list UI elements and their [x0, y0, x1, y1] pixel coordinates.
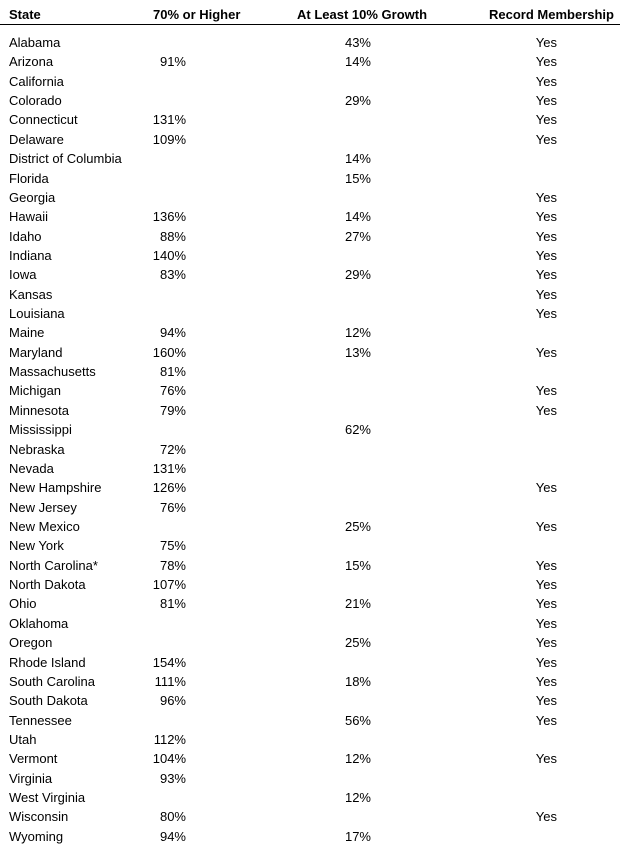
record-membership-cell: Yes — [535, 577, 557, 593]
state-cell: Massachusetts — [9, 364, 96, 380]
state-cell: South Dakota — [9, 693, 88, 709]
state-cell: Kansas — [9, 286, 53, 302]
growth-cell: 18% — [344, 673, 371, 689]
record-membership-cell: Yes — [535, 286, 557, 302]
table-row — [0, 344, 620, 363]
state-cell: Hawaii — [9, 209, 49, 225]
state-cell: North Carolina* — [9, 557, 98, 573]
table-row — [0, 189, 620, 208]
state-cell: Louisiana — [9, 306, 65, 322]
table-row — [0, 654, 620, 673]
table-row — [0, 208, 620, 227]
table-row — [0, 634, 620, 653]
table-row — [0, 92, 620, 111]
seventy-or-higher-cell: 76% — [159, 499, 186, 515]
table-row — [0, 170, 620, 189]
table-row — [0, 73, 620, 92]
state-cell: Michigan — [9, 383, 62, 399]
record-membership-cell: Yes — [535, 189, 557, 205]
growth-cell: 15% — [344, 170, 371, 186]
growth-cell: 14% — [344, 151, 371, 167]
table-row — [0, 460, 620, 479]
table-row — [0, 499, 620, 518]
seventy-or-higher-cell: 136% — [152, 209, 186, 225]
state-cell: District of Columbia — [9, 151, 122, 167]
header-state: State — [9, 7, 41, 22]
record-membership-cell: Yes — [535, 73, 557, 89]
seventy-or-higher-cell: 131% — [152, 460, 186, 476]
state-cell: Oklahoma — [9, 615, 69, 631]
state-cell: New York — [9, 538, 64, 554]
seventy-or-higher-cell: 160% — [152, 344, 186, 360]
table-row — [0, 402, 620, 421]
table-row — [0, 595, 620, 614]
growth-cell: 56% — [344, 712, 371, 728]
growth-cell: 15% — [344, 557, 371, 573]
record-membership-cell: Yes — [535, 209, 557, 225]
state-cell: Nebraska — [9, 441, 65, 457]
seventy-or-higher-cell: 154% — [152, 654, 186, 670]
table-row — [0, 363, 620, 382]
seventy-or-higher-cell: 81% — [159, 364, 186, 380]
record-membership-cell: Yes — [535, 654, 557, 670]
table-row — [0, 712, 620, 731]
seventy-or-higher-cell: 109% — [152, 131, 186, 147]
growth-cell: 62% — [344, 422, 371, 438]
state-cell: Wyoming — [9, 828, 64, 844]
table-row — [0, 382, 620, 401]
seventy-or-higher-cell: 76% — [159, 383, 186, 399]
header-seventy-or-higher: 70% or Higher — [153, 7, 241, 22]
record-membership-cell: Yes — [535, 557, 557, 573]
growth-cell: 12% — [344, 790, 371, 806]
growth-cell: 25% — [344, 518, 371, 534]
seventy-or-higher-cell: 88% — [159, 228, 186, 244]
state-cell: Oregon — [9, 635, 53, 651]
record-membership-cell: Yes — [535, 751, 557, 767]
state-cell: Virginia — [9, 770, 53, 786]
state-cell: Ohio — [9, 596, 37, 612]
seventy-or-higher-cell: 111% — [154, 673, 186, 689]
record-membership-cell: Yes — [535, 635, 557, 651]
seventy-or-higher-cell: 126% — [152, 480, 186, 496]
state-cell: Delaware — [9, 131, 64, 147]
table-header — [0, 6, 620, 24]
state-cell: Georgia — [9, 189, 56, 205]
table-row — [0, 789, 620, 808]
seventy-or-higher-cell: 96% — [159, 693, 186, 709]
state-cell: California — [9, 73, 64, 89]
record-membership-cell: Yes — [535, 596, 557, 612]
record-membership-cell: Yes — [535, 247, 557, 263]
table-row — [0, 557, 620, 576]
state-cell: Florida — [9, 170, 49, 186]
table-row — [0, 731, 620, 750]
state-cell: Maine — [9, 325, 45, 341]
seventy-or-higher-cell: 93% — [159, 770, 186, 786]
table-row — [0, 770, 620, 789]
table-row — [0, 324, 620, 343]
state-cell: Rhode Island — [9, 654, 86, 670]
seventy-or-higher-cell: 81% — [159, 596, 186, 612]
table-row — [0, 111, 620, 130]
table-row — [0, 828, 620, 847]
seventy-or-higher-cell: 75% — [159, 538, 186, 554]
seventy-or-higher-cell: 80% — [159, 809, 186, 825]
table-row — [0, 421, 620, 440]
growth-cell: 12% — [344, 751, 371, 767]
state-cell: New Hampshire — [9, 480, 102, 496]
growth-cell: 21% — [344, 596, 371, 612]
state-cell: South Carolina — [9, 673, 95, 689]
table-row — [0, 615, 620, 634]
growth-cell: 12% — [344, 325, 371, 341]
seventy-or-higher-cell: 94% — [159, 325, 186, 341]
seventy-or-higher-cell: 107% — [152, 577, 186, 593]
table-row — [0, 150, 620, 169]
growth-cell: 17% — [344, 828, 371, 844]
seventy-or-higher-cell: 112% — [153, 731, 186, 747]
record-membership-cell: Yes — [535, 54, 557, 70]
record-membership-cell: Yes — [535, 673, 557, 689]
table-row — [0, 131, 620, 150]
table-row — [0, 692, 620, 711]
record-membership-cell: Yes — [535, 306, 557, 322]
state-cell: Vermont — [9, 751, 58, 767]
table-row — [0, 518, 620, 537]
table-body — [0, 34, 620, 847]
record-membership-cell: Yes — [535, 267, 557, 283]
record-membership-cell: Yes — [535, 228, 557, 244]
table-row — [0, 576, 620, 595]
growth-cell: 25% — [344, 635, 371, 651]
seventy-or-higher-cell: 83% — [159, 267, 186, 283]
table-row — [0, 305, 620, 324]
table-row — [0, 441, 620, 460]
record-membership-cell: Yes — [535, 112, 557, 128]
state-cell: Mississippi — [9, 422, 72, 438]
table-row — [0, 266, 620, 285]
seventy-or-higher-cell: 104% — [152, 751, 186, 767]
state-cell: Idaho — [9, 228, 42, 244]
state-cell: Colorado — [9, 93, 62, 109]
state-cell: Wisconsin — [9, 809, 69, 825]
state-cell: Alabama — [9, 35, 61, 50]
table-row — [0, 247, 620, 266]
seventy-or-higher-cell: 78% — [159, 557, 186, 573]
record-membership-cell: Yes — [535, 809, 557, 825]
seventy-or-higher-cell: 131% — [152, 112, 186, 128]
record-membership-cell: Yes — [535, 344, 557, 360]
growth-cell: 43% — [344, 35, 371, 50]
record-membership-cell: Yes — [535, 131, 557, 147]
growth-cell: 29% — [344, 93, 371, 109]
state-cell: Nevada — [9, 460, 54, 476]
header-growth: At Least 10% Growth — [297, 7, 428, 22]
record-membership-cell: Yes — [535, 93, 557, 109]
seventy-or-higher-cell: 79% — [159, 402, 186, 418]
header-record-membership: Record Membership — [489, 7, 614, 22]
record-membership-cell: Yes — [535, 615, 557, 631]
state-cell: New Jersey — [9, 499, 77, 515]
state-cell: Minnesota — [9, 402, 69, 418]
seventy-or-higher-cell: 91% — [159, 54, 186, 70]
table-row — [0, 673, 620, 692]
table-row — [0, 53, 620, 72]
state-cell: North Dakota — [9, 577, 86, 593]
state-cell: Iowa — [9, 267, 37, 283]
record-membership-cell: Yes — [535, 480, 557, 496]
record-membership-cell: Yes — [535, 383, 557, 399]
growth-cell: 13% — [344, 344, 371, 360]
state-cell: Utah — [9, 731, 37, 747]
record-membership-cell: Yes — [535, 402, 557, 418]
table-row — [0, 286, 620, 305]
state-cell: New Mexico — [9, 518, 80, 534]
table-row — [0, 228, 620, 247]
state-cell: Tennessee — [9, 712, 72, 728]
growth-cell: 14% — [344, 209, 371, 225]
seventy-or-higher-cell: 94% — [159, 828, 186, 844]
state-cell: Maryland — [9, 344, 63, 360]
state-cell: West Virginia — [9, 790, 86, 806]
growth-cell: 29% — [344, 267, 371, 283]
record-membership-cell: Yes — [535, 712, 557, 728]
seventy-or-higher-cell: 140% — [152, 247, 186, 263]
growth-cell: 27% — [344, 228, 371, 244]
table-row — [0, 750, 620, 769]
header-divider — [0, 24, 620, 25]
state-cell: Indiana — [9, 247, 52, 263]
record-membership-cell: Yes — [535, 693, 557, 709]
table-row — [0, 537, 620, 556]
state-cell: Arizona — [9, 54, 54, 70]
table-row — [0, 34, 620, 53]
record-membership-cell: Yes — [535, 518, 557, 534]
state-cell: Connecticut — [9, 112, 78, 128]
table-row — [0, 808, 620, 827]
record-membership-cell: Yes — [535, 35, 557, 50]
table-row — [0, 479, 620, 498]
seventy-or-higher-cell: 72% — [159, 441, 186, 457]
growth-cell: 14% — [344, 54, 371, 70]
